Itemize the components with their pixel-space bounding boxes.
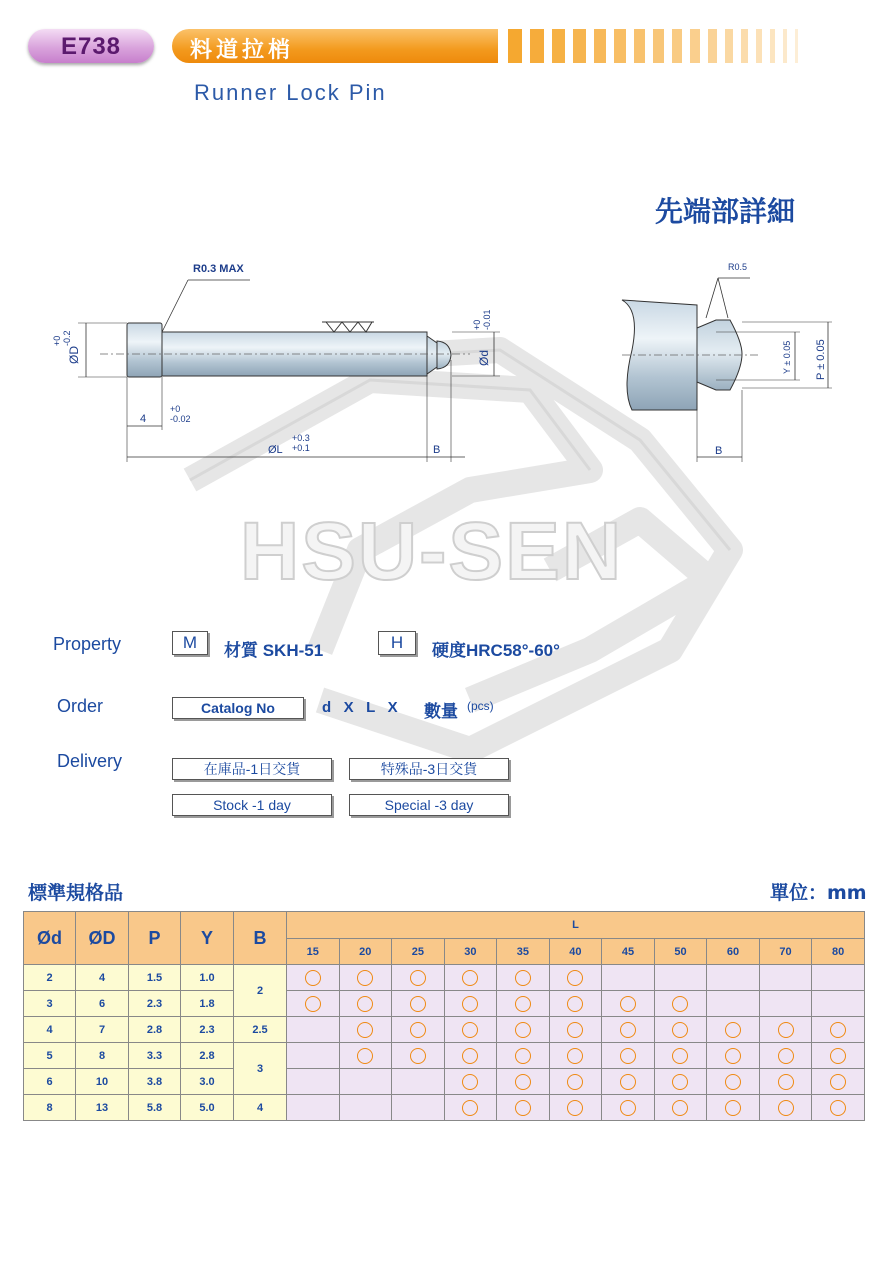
cell-D: 4 [76, 965, 129, 991]
r-max-label: R0.3 MAX [193, 263, 244, 275]
property-label: Property [53, 634, 122, 654]
delivery-label: Delivery [57, 751, 123, 771]
cell-Y: 5.0 [181, 1095, 234, 1121]
availability-cell [602, 1095, 655, 1121]
available-circle-icon [830, 1022, 846, 1038]
availability-cell [602, 1017, 655, 1043]
cell-P: 2.3 [129, 991, 181, 1017]
d-label: Ød [477, 349, 491, 366]
availability-cell [339, 1017, 392, 1043]
header-stripe [725, 29, 733, 63]
availability-cell [549, 1069, 602, 1095]
watermark-text: HSU-SEN [240, 506, 624, 597]
header-P: P [129, 912, 181, 965]
product-code-badge [28, 29, 154, 63]
special-cn-box: 特殊品-3日交貨 [349, 758, 509, 780]
available-circle-icon [462, 996, 478, 1012]
length-header: 40 [549, 939, 602, 965]
available-circle-icon [515, 1048, 531, 1064]
available-circle-icon [567, 1022, 583, 1038]
length-header: 25 [392, 939, 445, 965]
availability-cell [812, 1043, 865, 1069]
header-stripe [530, 29, 544, 63]
availability-cell [444, 1095, 497, 1121]
availability-cell [707, 1095, 760, 1121]
available-circle-icon [462, 1022, 478, 1038]
L-label: ØL [268, 444, 283, 456]
head-length: 4 [140, 413, 147, 425]
availability-cell [549, 1043, 602, 1069]
Y-label: Y ± 0.05 [782, 340, 792, 374]
available-circle-icon [830, 1048, 846, 1064]
available-circle-icon [462, 1074, 478, 1090]
header-stripe [783, 29, 787, 63]
available-circle-icon [620, 1048, 636, 1064]
cell-D: 8 [76, 1043, 129, 1069]
available-circle-icon [410, 996, 426, 1012]
availability-cell [654, 1043, 707, 1069]
header-stripe [653, 29, 664, 63]
table-row [24, 1017, 865, 1043]
availability-cell [497, 991, 550, 1017]
B-tip-label: B [715, 445, 723, 457]
availability-cell [812, 991, 865, 1017]
table-row [24, 1043, 865, 1069]
header-stripe [770, 29, 775, 63]
header-stripe [634, 29, 645, 63]
available-circle-icon [410, 1048, 426, 1064]
stock-en-box: Stock -1 day [172, 794, 332, 816]
table-title: 標準規格品 [28, 882, 124, 904]
availability-cell [392, 1069, 445, 1095]
availability-cell [602, 991, 655, 1017]
available-circle-icon [725, 1048, 741, 1064]
header-stripe [614, 29, 626, 63]
available-circle-icon [357, 996, 373, 1012]
available-circle-icon [830, 1100, 846, 1116]
availability-cell [602, 1043, 655, 1069]
cell-D: 6 [76, 991, 129, 1017]
header-Y: Y [181, 912, 234, 965]
product-subtitle: Runner Lock Pin [194, 80, 387, 105]
cell-Y: 2.8 [181, 1043, 234, 1069]
cell-Y: 1.8 [181, 991, 234, 1017]
stock-cn-box: 在庫品-1日交貨 [172, 758, 332, 780]
availability-cell [759, 1043, 812, 1069]
length-header: 35 [497, 939, 550, 965]
availability-cell [287, 1043, 340, 1069]
available-circle-icon [567, 1048, 583, 1064]
product-title-cn: 料道拉梢 [190, 38, 295, 63]
header-stripe [552, 29, 565, 63]
available-circle-icon [672, 1074, 688, 1090]
special-en-box: Special -3 day [349, 794, 509, 816]
available-circle-icon [357, 970, 373, 986]
available-circle-icon [515, 1100, 531, 1116]
availability-cell [339, 1043, 392, 1069]
header-B: B [234, 912, 287, 965]
availability-cell [654, 991, 707, 1017]
cell-Y: 1.0 [181, 965, 234, 991]
length-header: 15 [287, 939, 340, 965]
table-row [24, 991, 865, 1017]
header-L: L [287, 912, 865, 939]
header-stripe [756, 29, 762, 63]
availability-cell [759, 1095, 812, 1121]
available-circle-icon [357, 1022, 373, 1038]
B-label: B [433, 444, 441, 456]
available-circle-icon [567, 1100, 583, 1116]
availability-cell [549, 965, 602, 991]
availability-cell [287, 965, 340, 991]
header-stripe [508, 29, 522, 63]
length-header: 45 [602, 939, 655, 965]
L-tol-bot: +0.1 [292, 443, 310, 453]
available-circle-icon [725, 1074, 741, 1090]
header-stripe [594, 29, 606, 63]
D-tol-bot: -0.2 [62, 330, 72, 346]
available-circle-icon [567, 970, 583, 986]
available-circle-icon [515, 970, 531, 986]
available-circle-icon [305, 970, 321, 986]
availability-cell [812, 1017, 865, 1043]
available-circle-icon [357, 1048, 373, 1064]
available-circle-icon [567, 996, 583, 1012]
cell-d: 8 [24, 1095, 76, 1121]
availability-cell [707, 1017, 760, 1043]
available-circle-icon [410, 1022, 426, 1038]
availability-cell [549, 1017, 602, 1043]
availability-cell [812, 1069, 865, 1095]
available-circle-icon [567, 1074, 583, 1090]
P-label: P ± 0.05 [815, 339, 827, 380]
available-circle-icon [778, 1022, 794, 1038]
header-stripe [741, 29, 748, 63]
header-D: ØD [76, 912, 129, 965]
available-circle-icon [515, 1074, 531, 1090]
header-stripe [573, 29, 586, 63]
available-circle-icon [778, 1100, 794, 1116]
product-code: E738 [60, 33, 122, 60]
length-header: 30 [444, 939, 497, 965]
available-circle-icon [620, 1074, 636, 1090]
cell-d: 6 [24, 1069, 76, 1095]
cell-B: 2.5 [234, 1017, 287, 1043]
header-stripe [672, 29, 682, 63]
available-circle-icon [778, 1074, 794, 1090]
spec-table [23, 911, 865, 1121]
availability-cell [759, 1069, 812, 1095]
title-bar [172, 29, 498, 63]
d-tol-top: +0 [472, 319, 482, 330]
d-tol-bot: -0.01 [482, 309, 492, 330]
order-label: Order [57, 696, 104, 716]
hardness-code-box: H [378, 631, 416, 655]
cell-d: 3 [24, 991, 76, 1017]
table-row [24, 1095, 865, 1121]
D-label: ØD [67, 346, 81, 364]
available-circle-icon [462, 1048, 478, 1064]
availability-cell [444, 991, 497, 1017]
available-circle-icon [725, 1100, 741, 1116]
availability-cell [339, 1095, 392, 1121]
pcs-label: (pcs) [467, 699, 494, 713]
cell-d: 4 [24, 1017, 76, 1043]
cell-P: 2.8 [129, 1017, 181, 1043]
cell-P: 3.3 [129, 1043, 181, 1069]
header-d: Ød [24, 912, 76, 965]
availability-cell [444, 965, 497, 991]
cell-Y: 2.3 [181, 1017, 234, 1043]
header-stripe [690, 29, 700, 63]
available-circle-icon [410, 970, 426, 986]
cell-P: 3.8 [129, 1069, 181, 1095]
availability-cell [287, 1017, 340, 1043]
length-header: 80 [812, 939, 865, 965]
cell-D: 7 [76, 1017, 129, 1043]
availability-cell [444, 1017, 497, 1043]
header-stripe [708, 29, 717, 63]
quantity-label: 數量 [424, 702, 458, 721]
D-tol-top: +0 [52, 335, 62, 346]
unit-label: 單位：mm [770, 882, 867, 904]
availability-cell [444, 1069, 497, 1095]
availability-cell [287, 1095, 340, 1121]
table-row [24, 965, 865, 991]
availability-cell [392, 1043, 445, 1069]
head-tol-top: +0 [170, 404, 181, 414]
availability-cell [707, 991, 760, 1017]
availability-cell [654, 1095, 707, 1121]
length-header: 50 [654, 939, 707, 965]
head-tol-bot: -0.02 [170, 414, 191, 424]
availability-cell [812, 1095, 865, 1121]
available-circle-icon [672, 1100, 688, 1116]
availability-cell [392, 991, 445, 1017]
availability-cell [339, 991, 392, 1017]
availability-cell [812, 965, 865, 991]
availability-cell [759, 991, 812, 1017]
pin-side-view [52, 263, 500, 462]
available-circle-icon [620, 1100, 636, 1116]
catalog-no-box: Catalog No [172, 697, 304, 719]
availability-cell [759, 965, 812, 991]
tip-detail-view [622, 262, 832, 462]
cell-d: 5 [24, 1043, 76, 1069]
availability-cell [392, 965, 445, 991]
cell-P: 1.5 [129, 965, 181, 991]
availability-cell [497, 1095, 550, 1121]
material-spec: 材質 SKH-51 [224, 641, 324, 660]
header-stripe [795, 29, 798, 63]
available-circle-icon [725, 1022, 741, 1038]
availability-cell [287, 991, 340, 1017]
available-circle-icon [672, 1048, 688, 1064]
cell-B: 4 [234, 1095, 287, 1121]
availability-cell [549, 1095, 602, 1121]
availability-cell [654, 1017, 707, 1043]
available-circle-icon [515, 996, 531, 1012]
technical-drawing [0, 250, 890, 480]
available-circle-icon [462, 970, 478, 986]
material-code-box: M [172, 631, 208, 655]
availability-cell [287, 1069, 340, 1095]
availability-cell [602, 1069, 655, 1095]
length-header: 70 [759, 939, 812, 965]
order-format: d X L X [322, 699, 398, 716]
availability-cell [707, 965, 760, 991]
available-circle-icon [305, 996, 321, 1012]
availability-cell [707, 1069, 760, 1095]
availability-cell [497, 1069, 550, 1095]
length-header: 20 [339, 939, 392, 965]
cell-P: 5.8 [129, 1095, 181, 1121]
cell-D: 10 [76, 1069, 129, 1095]
r-tip-label: R0.5 [728, 262, 748, 272]
availability-cell [707, 1043, 760, 1069]
availability-cell [339, 1069, 392, 1095]
header-stripes [508, 29, 868, 63]
availability-cell [339, 965, 392, 991]
cell-D: 13 [76, 1095, 129, 1121]
available-circle-icon [672, 1022, 688, 1038]
availability-cell [444, 1043, 497, 1069]
available-circle-icon [672, 996, 688, 1012]
available-circle-icon [620, 996, 636, 1012]
hardness-spec: 硬度HRC58°-60° [432, 641, 560, 660]
available-circle-icon [830, 1074, 846, 1090]
length-header: 60 [707, 939, 760, 965]
cell-B: 3 [234, 1043, 287, 1095]
availability-cell [654, 965, 707, 991]
availability-cell [549, 991, 602, 1017]
available-circle-icon [620, 1022, 636, 1038]
available-circle-icon [462, 1100, 478, 1116]
available-circle-icon [515, 1022, 531, 1038]
availability-cell [497, 1043, 550, 1069]
cell-d: 2 [24, 965, 76, 991]
availability-cell [497, 965, 550, 991]
table-row [24, 1069, 865, 1095]
availability-cell [497, 1017, 550, 1043]
available-circle-icon [778, 1048, 794, 1064]
L-tol-top: +0.3 [292, 433, 310, 443]
availability-cell [654, 1069, 707, 1095]
cell-B: 2 [234, 965, 287, 1017]
availability-cell [602, 965, 655, 991]
availability-cell [392, 1095, 445, 1121]
availability-cell [759, 1017, 812, 1043]
cell-Y: 3.0 [181, 1069, 234, 1095]
availability-cell [392, 1017, 445, 1043]
tip-detail-title: 先端部詳細 [655, 195, 796, 228]
